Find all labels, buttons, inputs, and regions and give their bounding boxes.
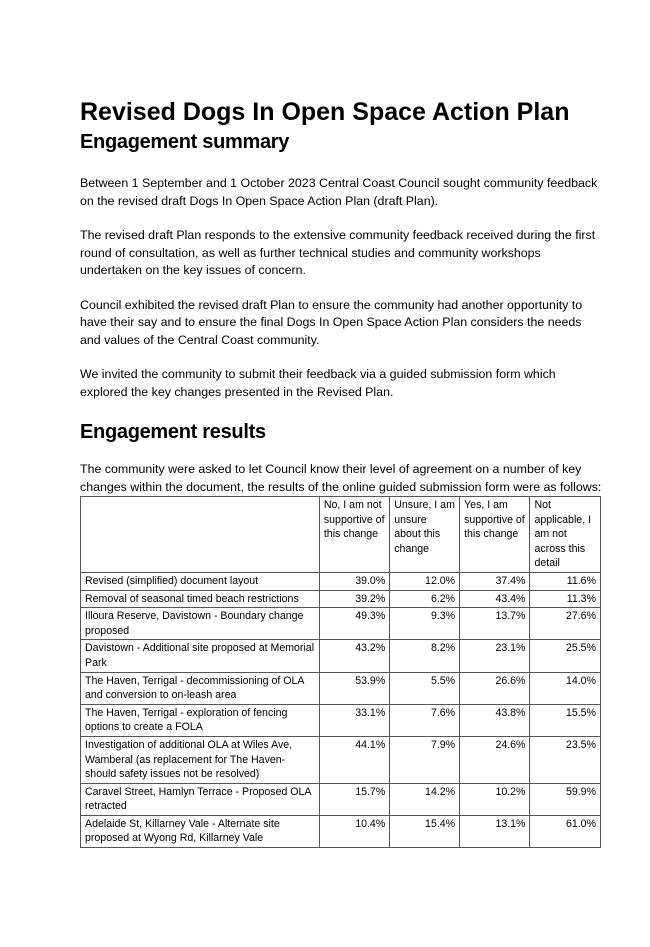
row-label: The Haven, Terrigal - exploration of fencing options to create a FOLA (81, 704, 320, 736)
row-label: Adelaide St, Killarney Vale - Alternate site proposed at Wyong Rd, Killarney Vale (81, 815, 320, 847)
paragraph-results-intro: The community were asked to let Council know their level of agreement on a number of key changes within the document, the results of the online guided submission form were as follows: (80, 462, 602, 494)
table-header-not-supportive: No, I am not supportive of this change (319, 497, 389, 573)
cell-unsure: 12.0% (390, 572, 460, 590)
paragraph-plan-response: The revised draft Plan responds to the extensive community feedback received during the first round of consultation, as well as further technical studies and community workshops undertaken on the key issues of concern. (80, 228, 596, 277)
cell-unsure: 5.5% (390, 672, 460, 704)
cell-not-supportive: 43.2% (319, 640, 389, 672)
paragraph-submission: We invited the community to submit their feedback via a guided submission form which explored the key changes presented in the Revised Plan. (80, 367, 556, 399)
cell-unsure: 8.2% (390, 640, 460, 672)
table-row (81, 783, 601, 815)
cell-unsure: 7.6% (390, 704, 460, 736)
cell-not-applicable: 11.6% (530, 572, 601, 590)
document-title: Revised Dogs In Open Space Action Plan (80, 98, 570, 126)
table-row (81, 815, 601, 847)
cell-not-supportive: 39.0% (319, 572, 389, 590)
cell-supportive: 24.6% (460, 736, 530, 783)
cell-not-applicable: 27.6% (530, 608, 601, 640)
cell-not-supportive: 39.2% (319, 590, 389, 608)
cell-supportive: 23.1% (460, 640, 530, 672)
row-label: Illoura Reserve, Davistown - Boundary change proposed (81, 608, 320, 640)
table-row (81, 640, 601, 672)
cell-not-applicable: 11.3% (530, 590, 601, 608)
table-row (81, 672, 601, 704)
cell-unsure: 15.4% (390, 815, 460, 847)
cell-supportive: 43.8% (460, 704, 530, 736)
document-page (80, 96, 602, 848)
cell-supportive: 13.7% (460, 608, 530, 640)
cell-unsure: 6.2% (390, 590, 460, 608)
cell-not-applicable: 59.9% (530, 783, 601, 815)
cell-not-supportive: 15.7% (319, 783, 389, 815)
cell-supportive: 43.4% (460, 590, 530, 608)
cell-not-supportive: 33.1% (319, 704, 389, 736)
cell-unsure: 14.2% (390, 783, 460, 815)
table-row (81, 590, 601, 608)
table-header-blank (81, 497, 320, 573)
table-header-supportive: Yes, I am supportive of this change (460, 497, 530, 573)
table-row (81, 704, 601, 736)
cell-not-applicable: 14.0% (530, 672, 601, 704)
cell-not-applicable: 25.5% (530, 640, 601, 672)
row-label: Davistown - Additional site proposed at Memorial Park (81, 640, 320, 672)
row-label: Removal of seasonal timed beach restrictions (81, 590, 320, 608)
row-label: Caravel Street, Hamlyn Terrace - Proposed OLA retracted (81, 783, 320, 815)
cell-supportive: 13.1% (460, 815, 530, 847)
cell-supportive: 37.4% (460, 572, 530, 590)
cell-supportive: 10.2% (460, 783, 530, 815)
cell-not-supportive: 53.9% (319, 672, 389, 704)
section-heading-results: Engagement results (80, 421, 266, 443)
cell-not-supportive: 49.3% (319, 608, 389, 640)
row-label: The Haven, Terrigal - decommissioning of OLA and conversion to on-leash area (81, 672, 320, 704)
cell-not-applicable: 23.5% (530, 736, 601, 783)
cell-not-supportive: 44.1% (319, 736, 389, 783)
table-row (81, 736, 601, 783)
table-header-not-applicable: Not applicable, I am not across this detail (530, 497, 601, 573)
paragraph-exhibition: Council exhibited the revised draft Plan to ensure the community had another opportunity to have their say and to ensure the final Dogs In Open Space Action Plan considers the needs and values of the Central Coast community. (80, 297, 583, 347)
row-label: Revised (simplified) document layout (81, 572, 320, 590)
cell-not-supportive: 10.4% (319, 815, 389, 847)
cell-not-applicable: 15.5% (530, 704, 601, 736)
cell-supportive: 26.6% (460, 672, 530, 704)
cell-unsure: 9.3% (390, 608, 460, 640)
results-table (80, 496, 601, 848)
table-row (81, 608, 601, 640)
cell-unsure: 7.9% (390, 736, 460, 783)
table-header-row (81, 497, 601, 573)
document-subtitle: Engagement summary (80, 131, 290, 153)
row-label: Investigation of additional OLA at Wiles Ave, Wamberal (as replacement for The Haven- should safety issues not be resolved) (81, 736, 320, 783)
table-header-unsure: Unsure, I am unsure about this change (390, 497, 460, 573)
cell-not-applicable: 61.0% (530, 815, 601, 847)
table-row (81, 572, 601, 590)
paragraph-dates: Between 1 September and 1 October 2023 Central Coast Council sought community feedback on the revised draft Dogs In Open Space Action Plan (draft Plan). (80, 176, 598, 208)
